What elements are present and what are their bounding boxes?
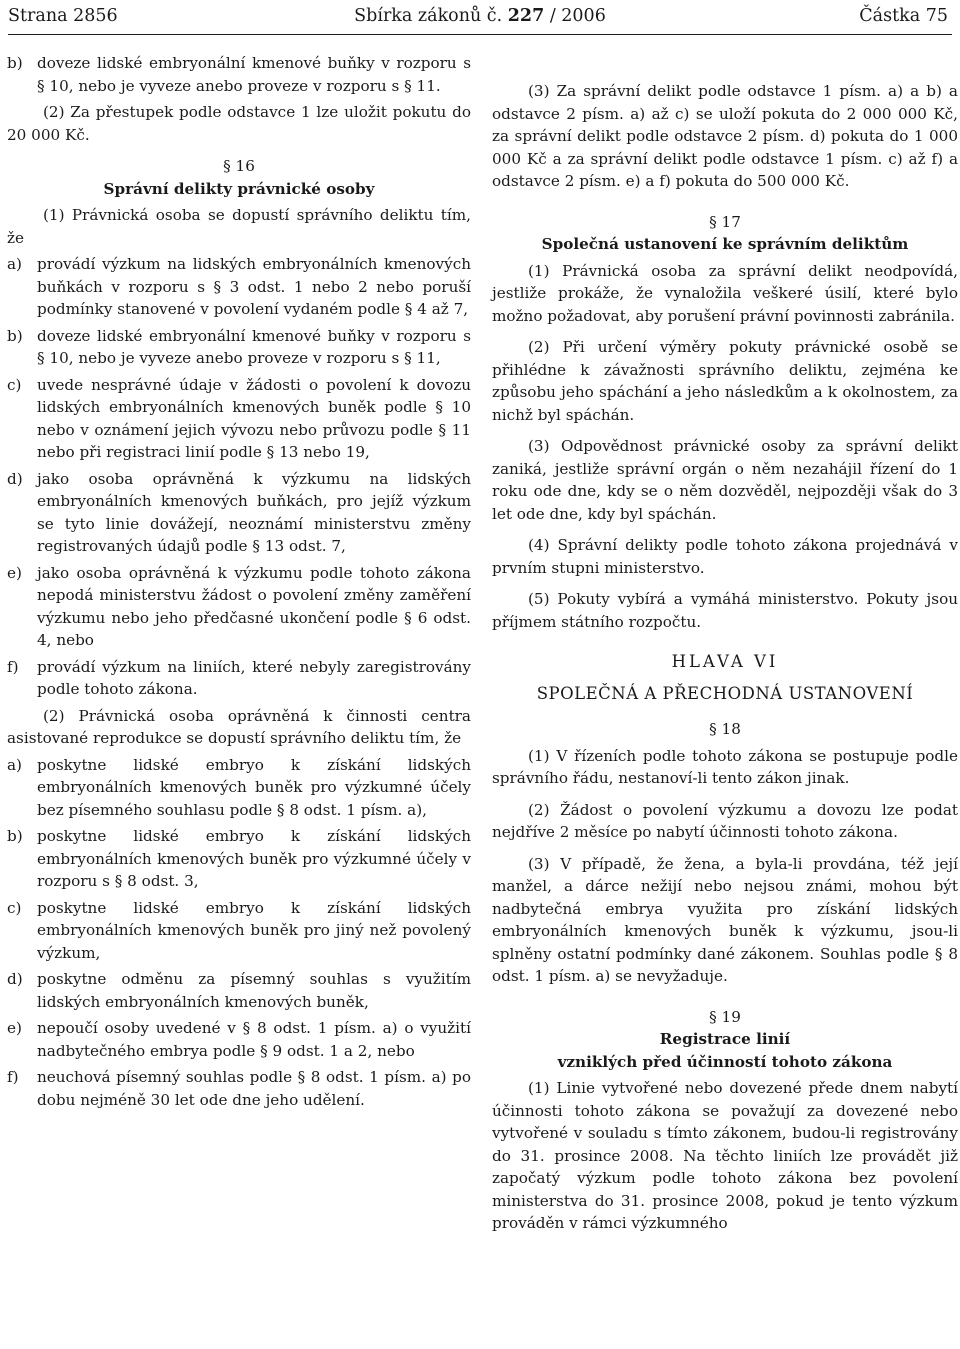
- paragraph: (1) Právnická osoba za správní delikt neodpovídá, jestliže prokáže, že vynaložila veškeré úsilí, které bylo možno požadovat, aby porušení právní povinnosti zabránila.: [492, 261, 958, 325]
- section-number: § 19: [709, 1007, 741, 1026]
- paragraph: (2) Právnická osoba oprávněná k činnosti centra asistované reprodukce se dopustí správního deliktu tím, že: [7, 706, 471, 747]
- section-title-line: Registrace linií: [659, 1030, 791, 1048]
- paragraph-group: [492, 260, 958, 634]
- list-item: [7, 825, 471, 893]
- paragraph: (1) V řízeních podle tohoto zákona se postupuje podle správního řádu, nestanoví-li tento zákon jinak.: [492, 746, 958, 787]
- section-title-line: vzniklých před účinností tohoto zákona: [557, 1052, 893, 1071]
- left-column: [7, 52, 471, 1111]
- paragraph: (1) Právnická osoba se dopustí správního deliktu tím, že: [7, 206, 471, 247]
- list-item: [7, 754, 471, 822]
- list-item-text: jako osoba oprávněná k výzkumu podle tohoto zákona nepodá ministerstvu žádost o povolení změny zaměření výzkumu nebo jeho předčasné ukončení podle § 6 odst. 4, nebo: [37, 563, 471, 649]
- list-item-label: e): [7, 1019, 22, 1037]
- paragraph: (1) Linie vytvořené nebo dovezené přede dnem nabytí účinnosti tohoto zákona se považují za dovezené nebo vytvořené v souladu s tímto zákonem, budou-li registrovány do 31. prosince 2008. Na těchto liniích lze provádět již započatý výzkum podle tohoto zákona bez povolení ministerstva do 31. prosince 2008, pokud je tento výzkum prováděn v rámci výzkumného: [492, 1079, 958, 1232]
- page-number: Strana 2856: [8, 6, 118, 26]
- list-item-label: d): [7, 970, 23, 988]
- collection-reference: [0, 0, 960, 33]
- list-item: [7, 1066, 471, 1111]
- list-item-text: doveze lidské embryonální kmenové buňky v rozporu s § 10, nebo je vyveze anebo proveze v rozporu s § 11.: [37, 54, 471, 95]
- list-item: [7, 656, 471, 701]
- page-header: [0, 0, 960, 33]
- paragraph: (3) V případě, že žena, a byla-li provdána, též její manžel, a dárce nežijí nebo nejsou známi, mohou být nadbytečná embrya využita pro získání lidských embryonálních kmenových buněk k výzkumu, jsou-li splněny ostatní podmínky dané zákonem. Souhlas podle § 8 odst. 1 písm. a) se nevyžaduje.: [492, 854, 958, 985]
- list-item-label: f): [7, 657, 19, 676]
- list-item-text: poskytne lidské embryo k získání lidských embryonálních kmenových buněk pro jiný než povolený výzkum,: [37, 898, 471, 962]
- list-item-label: c): [7, 375, 22, 394]
- list-item-label: b): [7, 326, 23, 345]
- item-list: [7, 754, 471, 1112]
- section-number: § 18: [709, 720, 741, 738]
- list-item-label: b): [7, 827, 23, 845]
- list-item-label: f): [7, 1068, 19, 1086]
- paragraph: (2) Za přestupek podle odstavce 1 lze uložit pokutu do 20 000 Kč.: [7, 103, 471, 144]
- paragraph: (2) Žádost o povolení výzkumu a dovozu lze podat nejdříve 2 měsíce po nabytí účinnosti tohoto zákona.: [492, 800, 958, 841]
- list-item-text: nepoučí osoby uvedené v § 8 odst. 1 písm. a) o využití nadbytečného embrya podle § 9 odst. 1 a 2, nebo: [37, 1019, 471, 1060]
- list-item: [7, 897, 471, 965]
- law-number: 227: [507, 6, 545, 26]
- list-item-label: e): [7, 563, 22, 582]
- list-item-label: a): [7, 755, 22, 774]
- section-number: § 16: [223, 157, 255, 175]
- header-divider: [8, 34, 952, 35]
- list-item-text: doveze lidské embryonální kmenové buňky v rozporu s § 10, nebo je vyveze anebo proveze v rozporu s § 11,: [37, 326, 471, 367]
- paragraph: (5) Pokuty vybírá a vymáhá ministerstvo. Pokuty jsou příjmem státního rozpočtu.: [492, 590, 958, 631]
- list-item-text: uvede nesprávné údaje v žádosti o povolení k dovozu lidských embryonálních kmenových buněk podle § 10 nebo v oznámení jejich vývozu nebo průvozu podle § 11 nebo při registraci linií podle § 13 nebo 19,: [37, 375, 471, 461]
- section-title: Správní delikty právnické osoby: [103, 179, 375, 198]
- section-title: Společná ustanovení ke správním deliktům: [541, 235, 909, 253]
- list-item-label: b): [7, 54, 23, 72]
- list-item-label: d): [7, 469, 23, 488]
- list-item: [7, 325, 471, 370]
- paragraph: (3) Odpovědnost právnické osoby za správní delikt zaniká, jestliže správní orgán o něm nezahájil řízení do 1 roku ode dne, kdy se o něm dozvěděl, nejpozději však do 3 let ode dne, kdy byl spáchán.: [492, 437, 958, 523]
- list-item: [7, 468, 471, 558]
- list-item-text: poskytne lidské embryo k získání lidských embryonálních kmenových buněk pro výzkumné účely bez písemného souhlasu podle § 8 odst. 1 písm. a),: [37, 755, 471, 819]
- list-item-text: jako osoba oprávněná k výzkumu na lidských embryonálních kmenových buňkách, pro jejíž výzkum se tyto linie dovážejí, neoznámí ministerstvu změny registrovaných údajů podle § 13 odst. 7,: [37, 469, 471, 555]
- list-item-text: poskytne odměnu za písemný souhlas s využitím lidských embryonálních kmenových buněk,: [37, 970, 471, 1011]
- list-item: [7, 52, 471, 97]
- list-item-text: provádí výzkum na liniích, které nebyly zaregistrovány podle tohoto zákona.: [37, 657, 471, 698]
- list-item-label: c): [7, 898, 22, 917]
- list-item: [7, 562, 471, 652]
- right-column: [492, 80, 958, 1235]
- list-item: [7, 968, 471, 1013]
- list-item-text: neuchová písemný souhlas podle § 8 odst. 1 písm. a) po dobu nejméně 30 let ode dne jeho udělení.: [37, 1068, 471, 1109]
- list-item: [7, 374, 471, 464]
- paragraph-group: [492, 745, 958, 988]
- item-list: [7, 253, 471, 701]
- paragraph: (4) Správní delikty podle tohoto zákona projednává v prvním stupni ministerstvo.: [492, 536, 958, 577]
- list-item: [7, 253, 471, 321]
- chapter-number: HLAVA VI: [671, 652, 779, 671]
- list-item-text: provádí výzkum na lidských embryonálních kmenových buňkách v rozporu s § 3 odst. 1 nebo 2 nebo poruší podmínky stanovené v povolení vydaném podle § 4 až 7,: [37, 255, 471, 318]
- law-year: / 2006: [544, 6, 606, 26]
- list-item-text: poskytne lidské embryo k získání lidských embryonálních kmenových buněk pro výzkumné účely v rozporu s § 8 odst. 3,: [37, 827, 471, 890]
- list-item-label: a): [7, 255, 22, 273]
- paragraph: (2) Při určení výměry pokuty právnické osobě se přihlédne k závažnosti správního deliktu, zejména ke způsobu jeho spáchání a jeho následkům a k okolnostem, za nichž byl spáchán.: [492, 338, 958, 424]
- paragraph: (3) Za správní delikt podle odstavce 1 písm. a) a b) a odstavce 2 písm. a) až c) se uloží pokuta do 2 000 000 Kč, za správní delikt podle odstavce 2 písm. d) pokuta do 1 000 000 Kč a za správní delikt podle odstavce 1 písm. c) až f) a odstavce 2 písm. e) a f) pokuta do 500 000 Kč.: [492, 82, 958, 190]
- section-number: § 17: [709, 212, 741, 231]
- collection-prefix: Sbírka zákonů č.: [354, 6, 508, 26]
- part-number: Částka 75: [859, 6, 948, 26]
- chapter-title: SPOLEČNÁ A PŘECHODNÁ USTANOVENÍ: [536, 683, 914, 703]
- list-item: [7, 1017, 471, 1062]
